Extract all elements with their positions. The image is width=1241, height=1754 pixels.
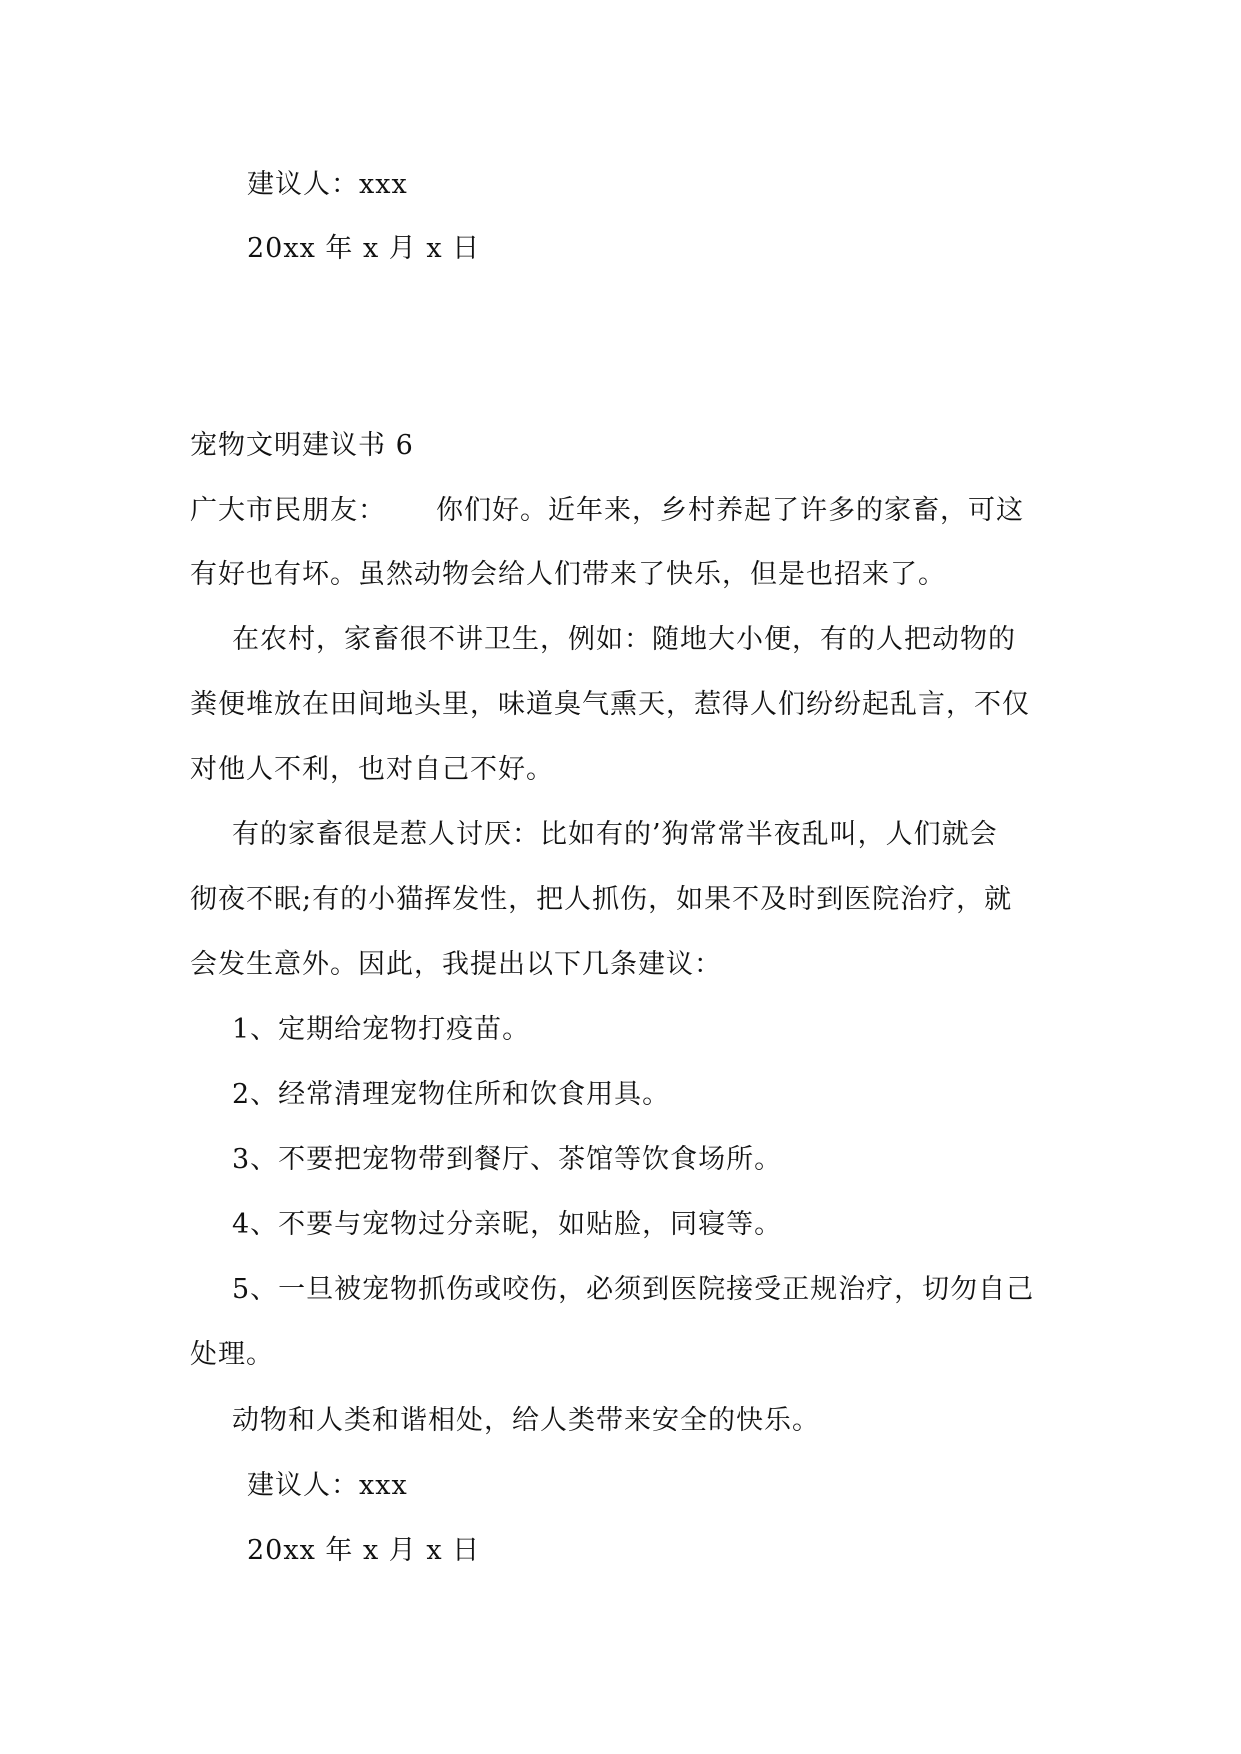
suggestion-item: 4、不要与宠物过分亲昵，如贴脸，同寝等。 xyxy=(232,1209,783,1240)
suggestion-item: 5、一旦被宠物抓伤或咬伤，必须到医院接受正规治疗，切勿自己 xyxy=(232,1274,1035,1305)
letter-title: 宠物文明建议书 6 xyxy=(190,430,414,461)
paragraph-2-line-3: 对他人不利，也对自己不好。 xyxy=(190,754,554,785)
intro-line-2: 有好也有坏。虽然动物会给人们带来了快乐，但是也招来了。 xyxy=(190,559,946,590)
bottom-proposer: 建议人：xxx xyxy=(247,1470,408,1501)
suggestion-item: 3、不要把宠物带到餐厅、茶馆等饮食场所。 xyxy=(232,1144,783,1175)
suggestion-5-continuation: 处理。 xyxy=(190,1339,274,1370)
paragraph-3-line-1: 有的家畜很是惹人讨厌：比如有的’狗常常半夜乱叫，人们就会 xyxy=(232,819,998,850)
greeting: 广大市民朋友： xyxy=(190,495,386,526)
paragraph-3-line-2: 彻夜不眠;有的小猫挥发性，把人抓伤，如果不及时到医院治疗，就 xyxy=(190,884,1013,915)
top-proposer: 建议人：xxx xyxy=(247,169,408,200)
suggestion-item: 1、定期给宠物打疫苗。 xyxy=(232,1014,531,1045)
suggestion-item: 2、经常清理宠物住所和饮食用具。 xyxy=(232,1079,671,1110)
paragraph-2-line-2: 粪便堆放在田间地头里，味道臭气熏天，惹得人们纷纷起乱言，不仅 xyxy=(190,689,1030,720)
closing-sentence: 动物和人类和谐相处，给人类带来安全的快乐。 xyxy=(232,1405,820,1436)
top-date: 20xx 年 x 月 x 日 xyxy=(247,233,481,264)
paragraph-2-line-1: 在农村，家畜很不讲卫生，例如：随地大小便，有的人把动物的 xyxy=(232,624,1016,655)
paragraph-3-line-3: 会发生意外。因此，我提出以下几条建议： xyxy=(190,949,722,980)
intro-line-1: 你们好。近年来，乡村养起了许多的家畜，可这 xyxy=(436,495,1024,526)
bottom-date: 20xx 年 x 月 x 日 xyxy=(247,1535,481,1566)
